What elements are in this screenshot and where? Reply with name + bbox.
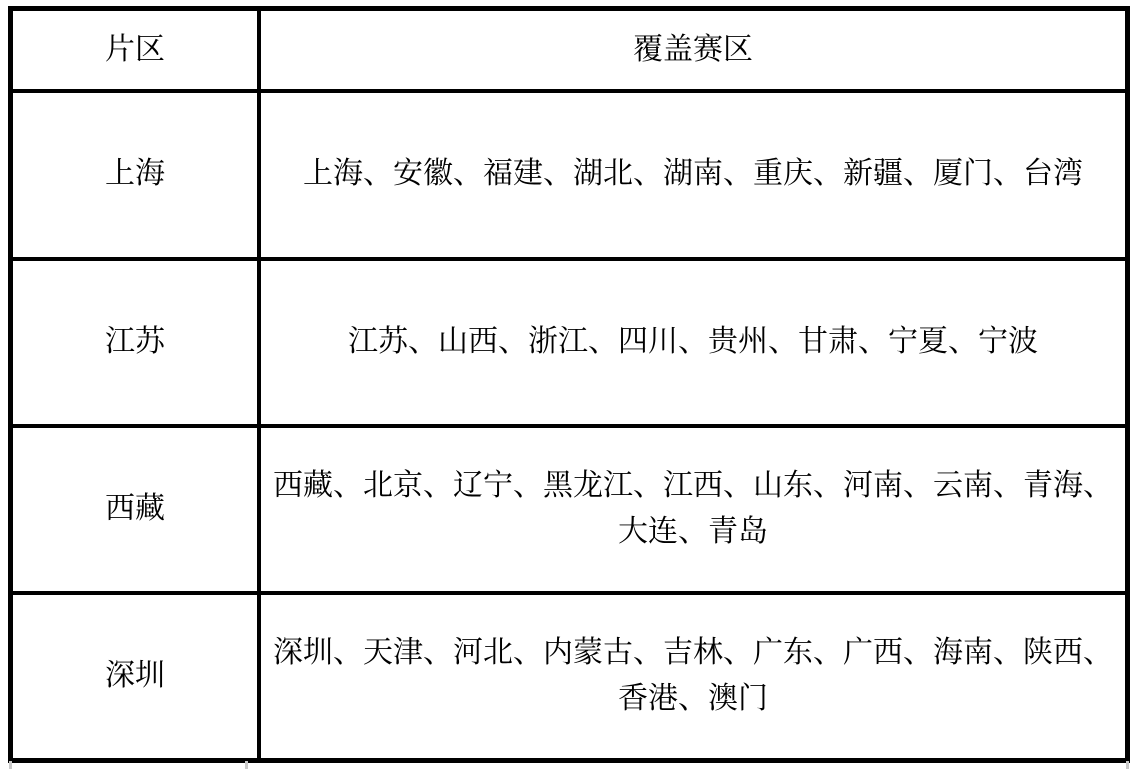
cutoff-next-row-border-divider (245, 761, 248, 769)
region-cell: 上海 (11, 91, 260, 259)
header-row (11, 9, 1128, 91)
table-row (11, 426, 1128, 593)
table-row (11, 593, 1128, 761)
table-row (11, 259, 1128, 426)
areas-cell: 西藏、北京、辽宁、黑龙江、江西、山东、河南、云南、青海、大连、青岛 (259, 426, 1128, 593)
areas-cell: 上海、安徽、福建、湖北、湖南、重庆、新疆、厦门、台湾 (259, 91, 1128, 259)
region-cell: 江苏 (11, 259, 260, 426)
region-cell: 深圳 (11, 593, 260, 761)
table-row (11, 91, 1128, 259)
region-coverage-table (8, 6, 1130, 763)
region-cell: 西藏 (11, 426, 260, 593)
header-cell-region: 片区 (11, 9, 260, 91)
cutoff-next-row-border-left (9, 761, 12, 769)
areas-cell: 江苏、山西、浙江、四川、贵州、甘肃、宁夏、宁波 (259, 259, 1128, 426)
areas-cell: 深圳、天津、河北、内蒙古、吉林、广东、广西、海南、陕西、香港、澳门 (259, 593, 1128, 761)
cutoff-next-row-border-right (1126, 761, 1129, 769)
header-cell-covered-areas: 覆盖赛区 (259, 9, 1128, 91)
